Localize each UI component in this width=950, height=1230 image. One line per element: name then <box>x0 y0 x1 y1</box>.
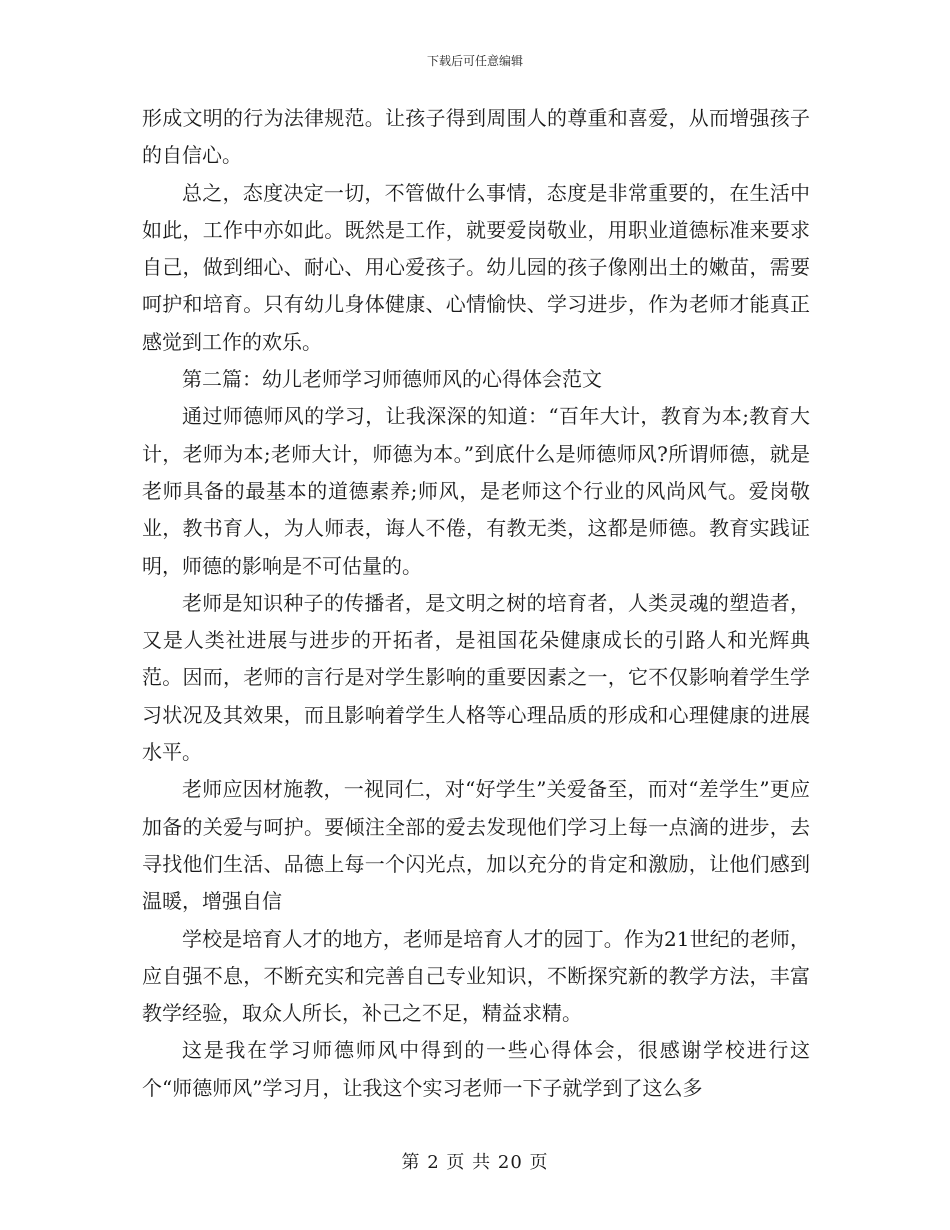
paragraph: 总之，态度决定一切，不管做什么事情，态度是非常重要的，在生活中如此，工作中亦如此。既然是工作，就要爱岗敬业，用职业道德标准来要求自己，做到细心、耐心、用心爱孩子。幼儿园的孩子像刚出土的嫩苗，需要呵护和培育。只有幼儿身体健康、心情愉快、学习进步，作为老师才能真正感觉到工作的欢乐。 <box>142 180 810 354</box>
paragraph: 这是我在学习师德师风中得到的一些心得体会，很感谢学校进行这个“师德师风”学习月，让我这个实习老师一下子就学到了这么多 <box>142 1038 810 1100</box>
page-header-note: 下载后可任意编辑 <box>426 54 523 68</box>
paragraph: 老师是知识种子的传播者，是文明之树的培育者，人类灵魂的塑造者，又是人类社进展与进步的开拓者，是祖国花朵健康成长的引路人和光辉典范。因而，老师的言行是对学生影响的重要因素之一，它不仅影响着学生学习状况及其效果，而且影响着学生人格等心理品质的形成和心理健康的进展水平。 <box>142 590 810 765</box>
page-footer <box>0 1151 950 1175</box>
footer-middle: 页 共 <box>446 1152 492 1173</box>
paragraph: 学校是培育人才的地方，老师是培育人才的园丁。作为21世纪的老师，应自强不息，不断充实和完善自己专业知识，不断探究新的教学方法，丰富教学经验，取众人所长，补己之不足，精益求精。 <box>142 926 810 1026</box>
paragraph: 形成文明的行为法律规范。让孩子得到周围人的尊重和喜爱，从而增强孩子的自信心。 <box>142 106 810 168</box>
section-heading: 第二篇：幼儿老师学习师德师风的心得体会范文 <box>182 367 602 392</box>
footer-current-page: 2 <box>427 1152 440 1173</box>
document-body <box>142 100 810 1107</box>
footer-prefix: 第 <box>401 1152 421 1173</box>
paragraph: 通过师德师风的学习，让我深深的知道：“百年大计，教育为本;教育大计，老师为本;老师大计，师德为本。”到底什么是师德师风?所谓师德，就是老师具备的最基本的道德素养;师风，是老师这个行业的风尚风气。爱岗敬业，教书育人，为人师表，诲人不倦，有教无类，这都是师德。教育实践证明，师德的影响是不可估量的。 <box>142 404 810 578</box>
footer-suffix: 页 <box>529 1152 549 1173</box>
footer-total-pages: 20 <box>497 1152 523 1173</box>
paragraph: 老师应因材施教，一视同仁，对“好学生”关爱备至，而对“差学生”更应加备的关爱与呵护。要倾注全部的爱去发现他们学习上每一点滴的进步，去寻找他们生活、品德上每一个闪光点，加以充分的肯定和激励，让他们感到温暖，增强自信 <box>142 777 810 914</box>
